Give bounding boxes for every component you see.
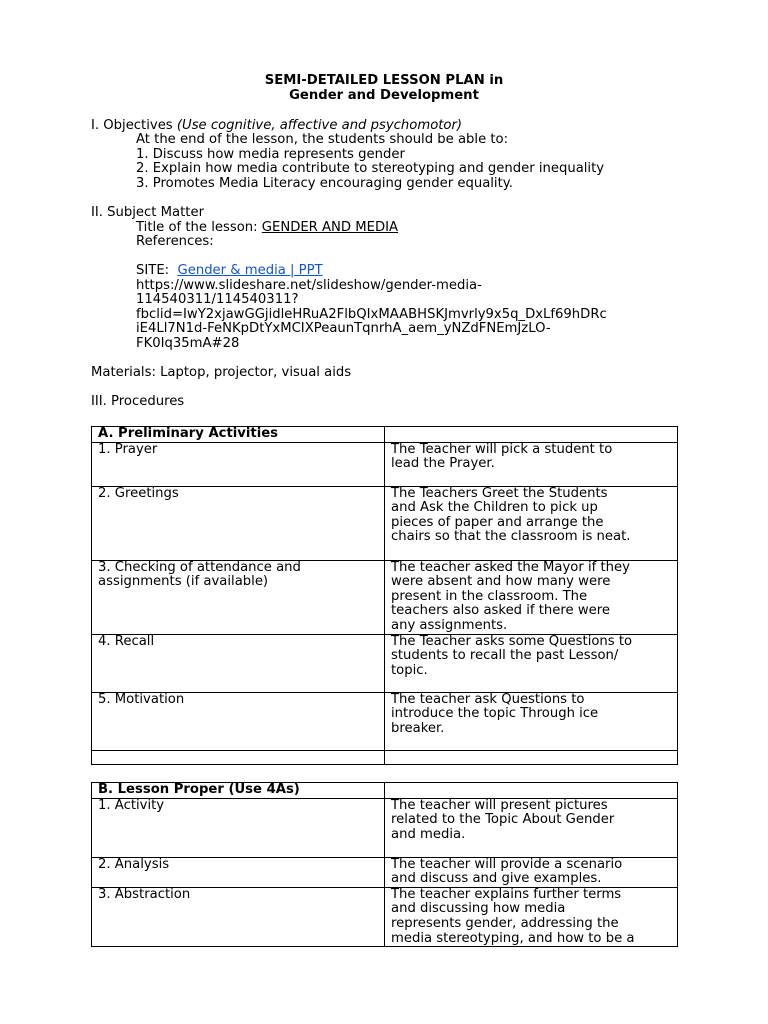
description-cell: [385, 486, 678, 560]
lesson-title-value: GENDER AND MEDIA: [261, 220, 399, 235]
cell-line: represents gender, addressing the: [391, 915, 619, 931]
table-header-cell-empty: [385, 427, 678, 443]
table-row: [92, 798, 678, 857]
cell-line: chairs so that the classroom is neat.: [391, 529, 631, 545]
table-row-empty: [92, 750, 678, 764]
empty-cell: [385, 750, 678, 764]
cell-line: teachers also asked if there were: [391, 603, 610, 619]
reference-url-line: FK0Iq35mA#28: [136, 336, 240, 351]
description-cell: [385, 692, 678, 750]
description-cell: [385, 887, 678, 946]
table-header-row: [92, 427, 678, 443]
activity-cell: [92, 887, 385, 946]
activity-cell: [92, 634, 385, 692]
description-cell: [385, 857, 678, 887]
cell-line: The teacher ask Questions to: [391, 691, 585, 707]
cell-line: The teacher will present pictures: [391, 797, 608, 813]
table-row: [92, 442, 678, 486]
lesson-title-label: Title of the lesson:: [136, 220, 262, 235]
cell-line: 1. Activity: [98, 797, 165, 813]
doc-title-line1: SEMI-DETAILED LESSON PLAN in: [264, 73, 504, 88]
description-cell: [385, 442, 678, 486]
site-link[interactable]: Gender & media | PPT: [177, 263, 323, 278]
objectives-note: (Use cognitive, affective and psychomotor): [176, 118, 463, 133]
subject-matter-heading: II. Subject Matter: [91, 205, 204, 220]
objectives-heading: I. Objectives: [91, 118, 173, 133]
cell-line: and discuss and give examples.: [391, 871, 602, 887]
cell-line: The teacher asked the Mayor if they: [391, 559, 630, 575]
references-label: References:: [136, 234, 214, 249]
table-header-cell-empty: [385, 783, 678, 799]
reference-url-line: fbclid=IwY2xjawGGjidleHRuA2FlbQIxMAABHSKJmvrly9x5q_DxLf69hDRc: [136, 307, 607, 322]
cell-line: 2. Analysis: [98, 856, 170, 872]
table-row: [92, 634, 678, 692]
cell-line: 3. Checking of attendance and: [98, 559, 301, 575]
cell-line: were absent and how many were: [391, 574, 611, 590]
cell-line: 3. Abstraction: [98, 886, 191, 902]
objective-item: 1. Discuss how media represents gender: [136, 147, 405, 162]
cell-line: The teacher will provide a scenario: [391, 856, 623, 872]
table-row: [92, 692, 678, 750]
table-row: [92, 857, 678, 887]
materials-line: Materials: Laptop, projector, visual aids: [91, 365, 352, 380]
objective-item: 2. Explain how media contribute to stereotyping and gender inequality: [136, 161, 605, 176]
cell-line: introduce the topic Through ice: [391, 706, 599, 722]
cell-line: breaker.: [391, 720, 445, 736]
reference-url-line: 114540311/114540311?: [136, 292, 299, 307]
cell-line: and Ask the Children to pick up: [391, 500, 598, 516]
site-label: SITE:: [136, 263, 174, 278]
activity-cell: [92, 857, 385, 887]
cell-line: The teacher explains further terms: [391, 886, 622, 902]
cell-line: assignments (if available): [98, 574, 269, 590]
table-row: [92, 887, 678, 946]
cell-line: 5. Motivation: [98, 691, 185, 707]
table-header-cell: B. Lesson Proper (Use 4As): [92, 783, 385, 799]
activity-cell: [92, 798, 385, 857]
cell-line: any assignments.: [391, 617, 508, 633]
procedures-heading: III. Procedures: [91, 394, 185, 409]
description-cell: [385, 634, 678, 692]
cell-line: related to the Topic About Gender: [391, 812, 615, 828]
lesson-proper-table: [91, 782, 678, 947]
table-header-cell: A. Preliminary Activities: [92, 427, 385, 443]
cell-line: media stereotyping, and how to be a: [391, 930, 635, 946]
cell-line: The Teachers Greet the Students: [391, 485, 608, 501]
description-cell: [385, 798, 678, 857]
site-line: [136, 264, 323, 279]
preliminary-activities-table: [91, 426, 678, 765]
cell-line: 2. Greetings: [98, 485, 179, 501]
table-row: [92, 560, 678, 634]
cell-line: and media.: [391, 826, 466, 842]
cell-line: 4. Recall: [98, 633, 155, 649]
activity-cell: [92, 560, 385, 634]
cell-line: The Teacher asks some Questions to: [391, 633, 633, 649]
cell-line: pieces of paper and arrange the: [391, 514, 604, 530]
cell-line: lead the Prayer.: [391, 456, 495, 472]
cell-line: present in the classroom. The: [391, 588, 588, 604]
objective-item: 3. Promotes Media Literacy encouraging gender equality.: [136, 176, 513, 191]
cell-line: and discussing how media: [391, 901, 566, 917]
cell-line: 1. Prayer: [98, 441, 158, 457]
cell-line: The Teacher will pick a student to: [391, 441, 613, 457]
reference-url-line: iE4Ll7N1d-FeNKpDtYxMCIXPeaunTqnrhA_aem_yNZdFNEmJzLO-: [136, 321, 551, 336]
doc-title-line2: Gender and Development: [289, 88, 479, 103]
activity-cell: [92, 692, 385, 750]
activity-cell: [92, 442, 385, 486]
table-row: [92, 486, 678, 560]
description-cell: [385, 560, 678, 634]
cell-line: students to recall the past Lesson/: [391, 648, 619, 664]
cell-line: topic.: [391, 662, 428, 678]
objectives-intro: At the end of the lesson, the students should be able to:: [136, 132, 509, 147]
empty-cell: [92, 750, 385, 764]
table-header-row: [92, 783, 678, 799]
activity-cell: [92, 486, 385, 560]
reference-url-line: https://www.slideshare.net/slideshow/gender-media-: [136, 278, 482, 293]
